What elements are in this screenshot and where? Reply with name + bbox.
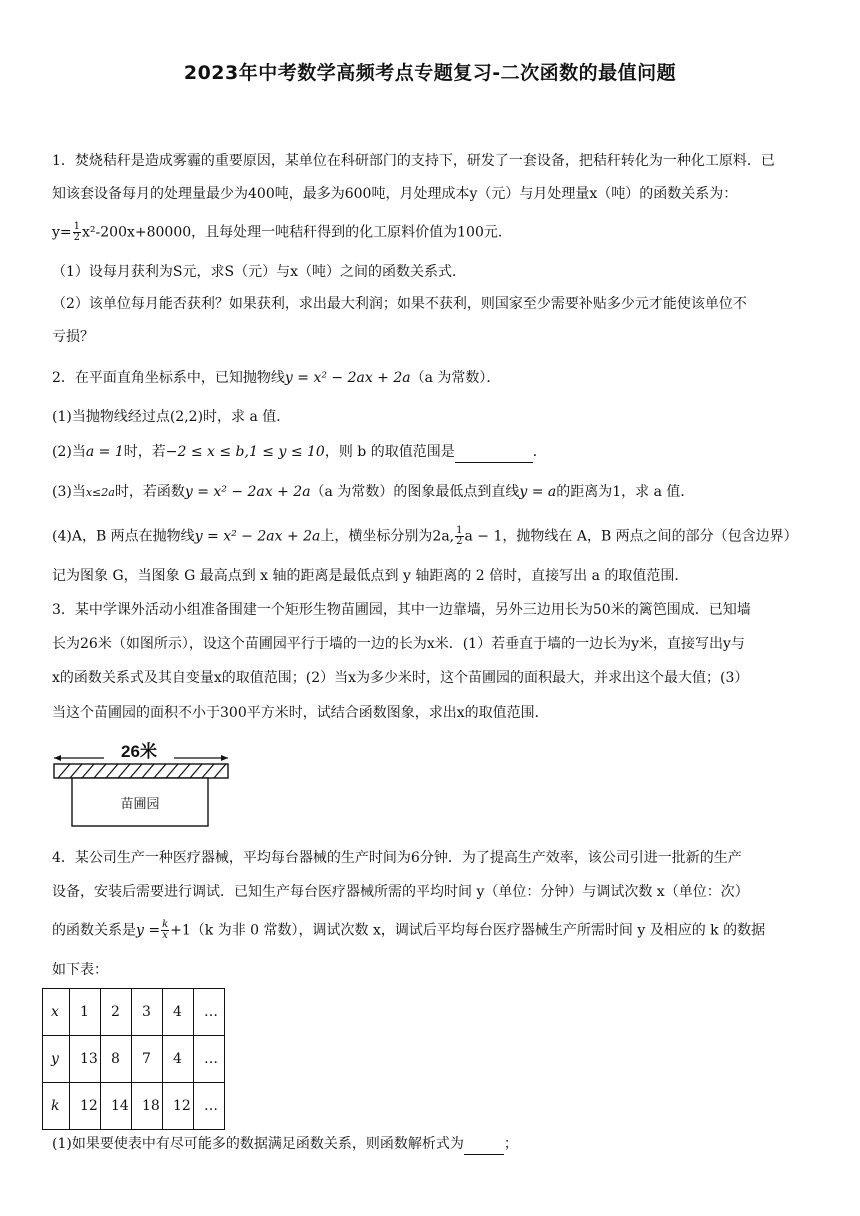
- q2-p3-formula: y = x² − 2ax + 2a: [184, 484, 311, 500]
- q4-p1-end: ；: [503, 1136, 518, 1152]
- q2-part-1: [52, 407, 822, 427]
- q2-part-3: [52, 482, 822, 503]
- table-header-cell: x: [43, 989, 70, 1036]
- wall-length-label: 26米: [121, 742, 157, 761]
- q2-p3-text: (3)当: [52, 484, 86, 500]
- q2-p1-end: 时，求 a 值．: [203, 409, 291, 425]
- q1-line-1: 1．焚烧秸秆是造成雾霾的重要原因，某单位在科研部门的支持下，研发了一套设备，把秸秆转化为一种化工原料．已: [52, 153, 775, 169]
- q2-p2-end: ．: [532, 444, 547, 460]
- q1-line-2: 知该套设备每月的处理量最少为400吨，最多为600吨，月处理成本y（元）与月处理量x（吨）的函数关系为：: [52, 186, 738, 202]
- table-cell: 4: [163, 989, 194, 1036]
- q1-fraction: $\frac{1}{2}$: [73, 221, 81, 243]
- q2-p2-post: ，则 b 的取值范围是: [324, 444, 455, 460]
- q3-line-1: 3．某中学课外活动小组准备围建一个矩形生物苗圃园，其中一边靠墙，另外三边用长为50米的篱笆围成．已知墙: [52, 602, 751, 618]
- q2-p3-cond: x≤2a: [85, 486, 115, 499]
- table-cell: 12: [70, 1083, 101, 1130]
- q2-part-2: [52, 442, 822, 463]
- q4-line-1: 4．某公司生产一种医疗器械，平均每台器械的生产时间为6分钟．为了提高生产效率，该公司引进一批新的生产: [52, 850, 742, 866]
- q2-intro-end: （a 为常数）．: [410, 370, 501, 386]
- q2-p2-range: −2 ≤ x ≤ b,1 ≤ y ≤ 10: [165, 444, 325, 460]
- q2-p2-cond: a = 1: [85, 444, 124, 460]
- table-cell: 2: [101, 989, 132, 1036]
- table-cell: 1: [70, 989, 101, 1036]
- q2-formula: y = x² − 2ax + 2a: [284, 370, 411, 386]
- q2-p2-mid: 时，若: [123, 444, 166, 460]
- q2-part-4-line-2: 记为图象 G，当图象 G 最高点到 x 轴的距离是最低点到 y 轴距离的 2 倍时，直接写出 a 的取值范围．: [52, 568, 689, 584]
- q4-p1-text: (1)如果要使表中有尽可能多的数据满足函数关系，则函数解析式为: [52, 1136, 464, 1152]
- q4-plus-one: +1: [170, 922, 191, 939]
- garden-wall-diagram: [52, 738, 232, 830]
- q2-p1-text: (1)当抛物线经过点: [52, 409, 170, 425]
- table-cell: …: [194, 989, 225, 1036]
- table-cell: 3: [132, 989, 163, 1036]
- table-row: [43, 1083, 225, 1130]
- table-cell: 18: [132, 1083, 163, 1130]
- table-row: [43, 1036, 225, 1083]
- q4-l3-text: 的函数关系是: [52, 922, 136, 939]
- q2-p2-text: (2)当: [52, 444, 86, 460]
- q4-l3-end: （k 为非 0 常数），调试次数 x，调试后平均每台医疗器械生产所需时间 y 及相应的 k 的数据: [190, 922, 766, 939]
- q2-p4-formula: y = x² − 2ax + 2a: [194, 528, 321, 545]
- q2-p3-line: y = a: [519, 484, 557, 500]
- table-cell: …: [194, 1083, 225, 1130]
- q1-line-3: [52, 222, 822, 243]
- table-cell: 14: [101, 1083, 132, 1130]
- q1-part-2a: （2）该单位每月能否获利？如果获利，求出最大利润；如果不获利，则国家至少需要补贴多少元才能使该单位不: [52, 296, 747, 312]
- table-cell: 4: [163, 1036, 194, 1083]
- q1-y-eq: y=: [52, 224, 72, 241]
- q1-line-3-text: x²-200x+80000，且每处理一吨秸秆得到的化工原料价值为100元．: [82, 224, 512, 241]
- table-cell: …: [194, 1036, 225, 1083]
- q2-p3-end: 的距离为1，求 a 值．: [556, 484, 695, 500]
- q2-p4-after: a − 1，抛物线在 A，B 两点之间的部分（包含边界）: [464, 528, 798, 545]
- table-header-cell: y: [43, 1036, 70, 1083]
- q2-p4-text: (4)A，B 两点在抛物线: [52, 528, 195, 545]
- q4-fraction: $\frac{k}{x}$: [162, 919, 169, 941]
- q4-data-table: [42, 988, 225, 1130]
- q4-line-4: 如下表：: [52, 962, 108, 978]
- garden-label: 苗圃园: [120, 796, 160, 811]
- table-header-cell: k: [43, 1083, 70, 1130]
- q2-p4-fraction: $\frac{1}{2}$: [456, 525, 463, 547]
- table-cell: 8: [101, 1036, 132, 1083]
- q3-line-2: 长为26米（如图所示），设这个苗圃园平行于墙的一边的长为x米．(1）若垂直于墙的一边长为y米，直接写出y与: [52, 636, 745, 652]
- q4-part-1: [52, 1134, 822, 1155]
- answer-blank: [464, 1134, 504, 1155]
- table-cell: 7: [132, 1036, 163, 1083]
- q4-line-2: 设备，安装后需要进行调试．已知生产每台医疗器械所需的平均时间 y（单位：分钟）与调试次数 x（单位：次）: [52, 884, 749, 900]
- q4-y-eq: y =: [136, 922, 161, 939]
- q3-line-4: 当这个苗圃园的面积不小于300平方米时，试结合函数图象，求出x的取值范围．: [52, 705, 549, 721]
- q2-intro-text: 2．在平面直角坐标系中，已知抛物线: [52, 370, 285, 386]
- table-cell: 13: [70, 1036, 101, 1083]
- q2-p3-mid: 时，若函数: [114, 484, 185, 500]
- q1-part-1: （1）设每月获利为S元，求S（元）与x（吨）之间的函数关系式．: [52, 264, 466, 280]
- q1-part-2b: 亏损？: [52, 329, 94, 345]
- page-title: 2023年中考数学高频考点专题复习-二次函数的最值问题: [183, 62, 677, 84]
- q2-intro: [52, 368, 822, 388]
- answer-blank: [455, 442, 533, 463]
- table-cell: 12: [163, 1083, 194, 1130]
- q2-p4-mid: 上，横坐标分别为2a,: [320, 528, 455, 545]
- q2-p1-point: (2,2): [169, 409, 204, 425]
- q2-p3-mid2: （a 为常数）的图象最低点到直线: [310, 484, 520, 500]
- q4-line-3: [52, 920, 822, 941]
- q2-part-4: [52, 526, 822, 547]
- table-row: [43, 989, 225, 1036]
- q3-line-3: x的函数关系式及其自变量x的取值范围；(2）当x为多少米时，这个苗圃园的面积最大，并求出这个最大值；(3）: [52, 670, 749, 686]
